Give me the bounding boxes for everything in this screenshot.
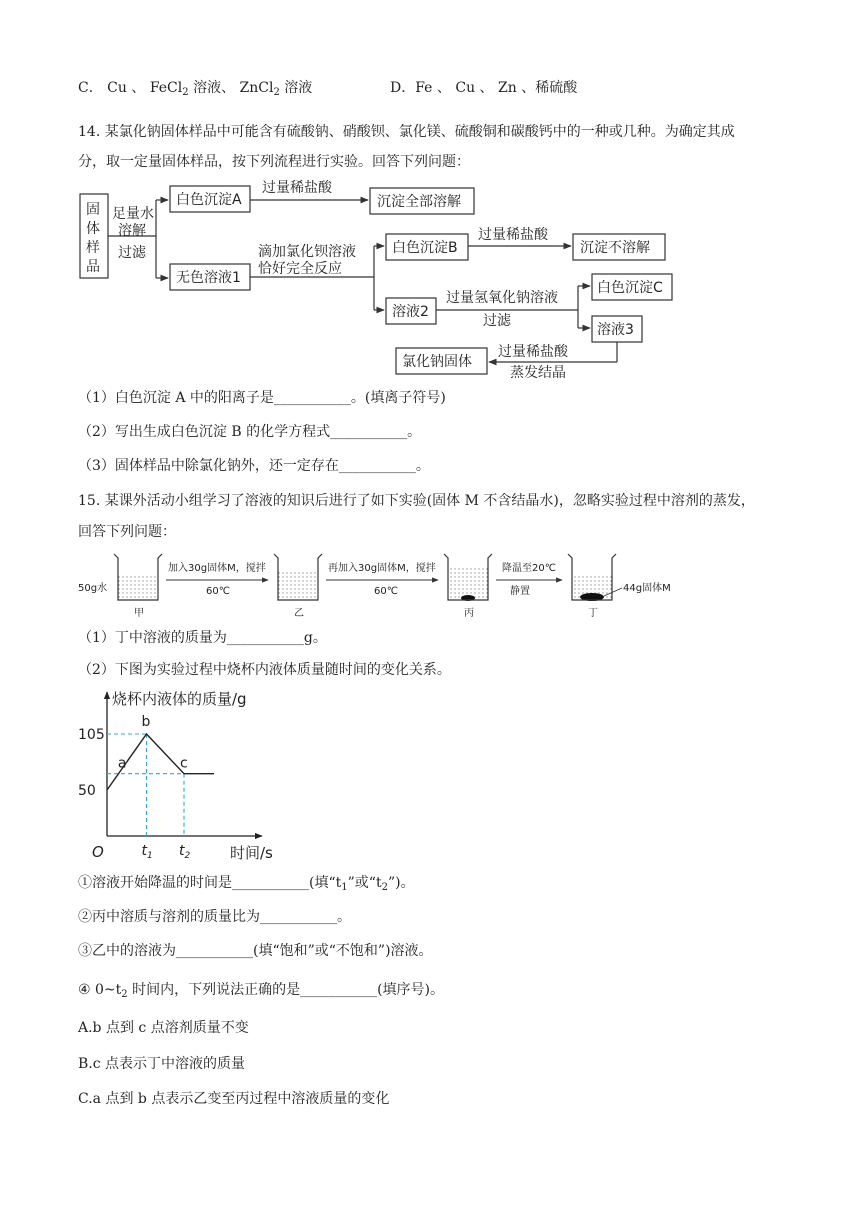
q15-experiment: [78, 548, 698, 624]
q13-option-d: D．Fe 、 Cu 、 Zn 、稀硫酸: [390, 80, 578, 96]
ppt-c-label: 白色沉淀C: [597, 280, 663, 296]
res-a-label: 沉淀全部溶解: [377, 194, 461, 210]
naoh-line2: 过滤: [483, 313, 511, 329]
q15-item2: ②丙中溶质与溶剂的质量比为___________。: [78, 909, 351, 925]
q15-sub1: （1）丁中溶液的质量为___________g。: [78, 630, 327, 646]
q15-option-c: C.a 点到 b 点表示乙变至丙过程中溶液质量的变化: [78, 1091, 390, 1107]
point-b-label: b: [141, 714, 151, 730]
sol1-label: 无色溶液1: [176, 270, 241, 286]
beaker-3-label: 丙: [464, 608, 474, 619]
y-tick-50: 50: [78, 783, 96, 799]
ppt-a-label: 白色沉淀A: [176, 192, 242, 208]
beaker-1-label: 甲: [134, 608, 144, 619]
q14-stem-line2: 分，取一定量固体样品，按下列流程进行实验。回答下列问题：: [78, 154, 470, 170]
origin-label: O: [92, 843, 104, 861]
sol2-label: 溶液2: [392, 304, 429, 320]
q15-option-a: A.b 点到 c 点溶剂质量不变: [78, 1020, 249, 1036]
sample-char-4: 品: [86, 259, 100, 275]
bacl2-line1: 滴加氯化钡溶液: [258, 244, 356, 260]
step1-dissolve: 溶解: [118, 223, 146, 239]
op2-line2: 60℃: [374, 586, 398, 597]
point-a-label: a: [117, 755, 127, 772]
sample-char-1: 固: [86, 202, 100, 218]
ppt-b-label: 白色沉淀B: [392, 240, 458, 256]
point-c-label: c: [180, 755, 188, 772]
hcl-a-label: 过量稀盐酸: [262, 180, 332, 196]
naoh-line1: 过量氢氧化钠溶液: [446, 290, 558, 306]
q14-sub3: （3）固体样品中除氯化钠外，还一定存在___________。: [78, 458, 430, 474]
step1-water: 足量水: [112, 206, 154, 222]
nacl-label: 氯化钠固体: [402, 354, 472, 370]
beaker-4-label: 丁: [588, 608, 598, 619]
op1-line2: 60℃: [206, 586, 230, 597]
q14-sub2: （2）写出生成白色沉淀 B 的化学方程式___________。: [78, 424, 422, 440]
beaker-2-label: 乙: [294, 608, 304, 619]
water-label: 50g水: [78, 583, 108, 594]
y-axis-label: 烧杯内液体的质量/g: [112, 690, 247, 708]
step1-filter: 过滤: [118, 245, 146, 261]
beaker-1-liquid: [118, 574, 158, 600]
op3-line2: 静置: [510, 586, 530, 597]
q15-item3: ③乙中的溶液为___________(填“饱和”或“不饱和”)溶液。: [78, 943, 433, 959]
x-axis-label: 时间/s: [230, 844, 273, 862]
solid-label: 44g固体M: [623, 583, 671, 594]
beaker-2-liquid: [278, 570, 318, 600]
q15-item1: ①溶液开始降温的时间是___________(填“$t_1$”或“$t_2$”)。: [78, 875, 415, 893]
sample-char-2: 体: [86, 221, 100, 237]
x-tick-t2: $t_2$: [179, 843, 191, 861]
q15-stem-line2: 回答下列问题：: [78, 524, 176, 540]
q14-stem-line1: 14. 某氯化钠固体样品中可能含有硫酸钠、硝酸钡、氯化镁、硫酸铜和碳酸钙中的一种或几种。为确定其成: [78, 124, 735, 140]
op2-line1: 再加入30g固体M，搅拌: [328, 563, 436, 574]
mass-time-chart: [78, 686, 298, 866]
hcl-c-line2: 蒸发结晶: [510, 365, 566, 380]
q14-sub1: （1）白色沉淀 A 中的阳离子是___________。(填离子符号): [78, 390, 446, 406]
y-tick-105: 105: [78, 727, 105, 743]
sol3-label: 溶液3: [597, 322, 634, 338]
bacl2-line2: 恰好完全反应: [258, 261, 342, 277]
res-b-label: 沉淀不溶解: [580, 240, 650, 256]
q14-flowchart: [78, 180, 698, 380]
q15-sub2: （2）下图为实验过程中烧杯内液体质量随时间的变化关系。: [78, 662, 451, 678]
hcl-b-label: 过量稀盐酸: [478, 227, 548, 243]
q13-option-c: C． Cu 、 FeCl$_2$ 溶液、 ZnCl$_2$ 溶液: [78, 80, 313, 98]
op1-line1: 加入30g固体M，搅拌: [168, 563, 266, 574]
x-tick-t1: $t_1$: [141, 843, 153, 861]
op3-line1: 降温至20℃: [502, 563, 556, 574]
q15-stem-line1: 15. 某课外活动小组学习了溶液的知识后进行了如下实验(固体 M 不含结晶水)，忽略实验过程中溶剂的蒸发，: [78, 493, 755, 509]
hcl-c-line1: 过量稀盐酸: [498, 344, 568, 360]
sample-char-3: 样: [86, 240, 100, 256]
q15-option-b: B.c 点表示丁中溶液的质量: [78, 1056, 246, 1072]
q15-item4: ④ $0\sim t_2$ 时间内，下列说法正确的是___________(填序号)。: [78, 982, 445, 1000]
